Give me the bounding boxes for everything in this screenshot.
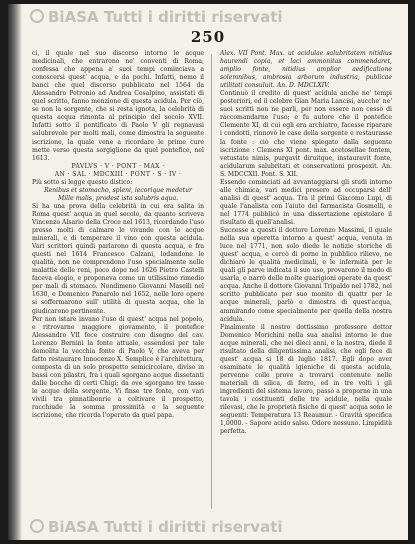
paragraph: Alex. VII Pont. Max. ut acidulae salubritatem nitidius haurendi copia, et laci ammonitas commendaret, amplio fonte, nitidius amplior aedificatione solemnibus, ambrosia arborum industria, publicae utilitati consuluit. An. D. MDCLXIV. bbox=[220, 50, 392, 90]
page-number: 250 bbox=[190, 28, 226, 46]
seal-icon bbox=[30, 9, 44, 23]
paragraph: Più sotto si legge questo distico: bbox=[32, 178, 133, 186]
seal-icon bbox=[30, 519, 44, 533]
inscription-line: AN · SAL · MDCXIII · PONT · S · IV · bbox=[54, 170, 182, 178]
paragraph: Per non istare invano l'uso di quest' acqua nel popolo, e ritrovarne maggiore giovamento, il pontefice Alessandro VII fece costruire con disegno del cav. Lorenzo Bernini la fonte attuale, essendosi per tale demolita la vecchia fonte di Paolo V, che aveva per fatto restaurare Innocenzo X. Semplice è l'architettura, composta di un solo prospetto semicircolare, diviso in bassi con pilastri, fra i quali sgorgano acque dissetanti dalle bocche di certi Chigi; da ove sgorgano tre tasse le acque della sorgente. Vi finse tre fonte, con vari vivili tra pinnatibonrie a coltivare il prospetto, racchiude la somma prossimità e la seguente iscrizione, che ricorda l'operato da quel papa. bbox=[32, 315, 204, 420]
watermark-top bbox=[8, 8, 408, 28]
distich-line: Renibus et stomacho, spleni, iecorique medetur bbox=[44, 186, 192, 194]
right-column bbox=[220, 50, 392, 436]
paragraph: Successe a questi il dottore Lorenzo Massimi, il quale nella sua operetta intorno a quest' acqua, venuta in luce nel 1771, non solo diede le notizie storiche di quest' acqua, e cercò di porne in pubblico rilievo, ne dichiarò le qualità medicinali, e le infermità per le quali gli parve indicata il suo uso, provarono il modo di usarla, e narrò delle molte guarigioni operate da quest' acqua. Anche il dottore Giovanni Tripaldo nel 1782, nel scritto pubblicato per suo monito di quattr per le acque minerali, parlò e dimostra di quest'acqua, ammirando come specialmente per quella della nostra acidula. bbox=[220, 227, 392, 323]
paragraph: Essendo cominciati ad avvantaggiarsi gli studi intorno alle chimica, vari medici presero ad occuparsi dell' analisi di quest' acqua. Tra il primi Giacomo Lupi, di quale l'analista con l'aiuto del farmacista Gosmelli, e nel 1774 pubblicò in una dissertazione epistolare il risultato di quell'analisi. bbox=[220, 178, 392, 226]
watermark-bottom bbox=[8, 518, 408, 538]
paragraph: ci, il quale nel suo discorso intorno le acque medicinali, che entrarono ne' conventi di Roma, confessa che appena a' suoi tempi cominciava a conoscersi quest' acqua, e da pochi. Infatti, nemo il banci che quel discorso pubblicato nel 1564 da Alessandro Petronio ad Andrea Cesalpino, assistati di quel scritto, fanno menzione di questa acidula. Per ciò, se non la sorgente, che si resta ignota, la celebrità di questa acqua rimonta al principio del secolo XVII. Infatti sotto il pontificato di Paolo V gli regnavasi salubrevole per molti mali, come dimostra la seguente iscrizione, la quale vene a ricordare le prime cure mette verso questa sorgiglione da quel pontefice, nel 1613. bbox=[32, 50, 204, 162]
book-spine-shadow bbox=[8, 4, 22, 540]
watermark-text: BiASA Tutti i diritti riservati bbox=[48, 518, 283, 536]
inscription-line: PAVLVS · V · PONT · MAX · bbox=[71, 162, 165, 170]
paragraph: Continuò il credito di quest' acidula anche ne' tempi posteriori, ed il celebre Gian Maria Lancisi, aucche' ne' suoi scritti non ne parli, per non essere non cessò di raccomandarne l'uso; e fu autore che il pontefice Clemente XI, di cui egli era archiatro, facesse riparare i condotti, rinnovò le case della sorgente e restaurasse la fonte : ciò che viene spiegato dalla seguente iscrizione : Clemens XI pont. max. acetosellae fontem, vetustate nimis, purgavit diruitque, instauravit fonte, acidularum salubritati et conservationi prospexit. An. S. MDCCXII. Pont. S. XII. bbox=[220, 90, 392, 178]
paragraph: Si ha una prova della celebrità in cui era salita in Roma quest' acqua in quel secolo, da quanto scriveva Vincenzo Alsario della Croce nel 1613, ricordando l'uso presso molti di calmare le vivande con le acque minerali, e di temperare il vino con questa acidula. Vari scrittori quindi parlarono di questa acqua, e fra questi nel 1614 Francesco Calzani, lodandone le qualità, non ne comprendono l'uso specialmente nelle malattie delle reni, poco dopo nel 1626 Pietro Castelli faceva elogio, e proponeva come un utilissimo rimedio per mali di stomaco. Nondimeno Giovanni Maselli nel 1630, e Domenico Panarolo nel 1652, nelle loro opere si soffermarono sull' utilità di questa acqua, che la giudicarono pertinente. bbox=[32, 202, 204, 315]
watermark-text: BiASA Tutti i diritti riservati bbox=[48, 8, 283, 26]
column-divider bbox=[211, 54, 212, 509]
paragraph: Finalmente il nostro dottissimo professore dottor Domenico Morichini nella sua analisi intorno le due acque minerali, che nei dieci anni, e la nostra, diede il risultato della diligentissima analisi, che egli fece di quest' acqua si 18 di luglio 1817. Egli dopo aver esaminate le qualità igieniche di questa acidula, pervenne colle prove a trovarvi contenute nelle materiali di silica, di ferro, ed in tre volti i gli ingredienti del sistema lavoro, passò a proporne in una tavola i costituenti delle tre acidule, nella quale rilevasi, che le proprietà fisiche di quest' acqua sono le seguenti: Temperatura 13 Reaumur. - Gravità specifica 1,0000. - Sapore acido salso. Odore nessuno. Limpidità perfetta. bbox=[220, 323, 392, 436]
distich-line: Mille malis, prodest ista salubris aqua. bbox=[57, 194, 179, 202]
left-column bbox=[32, 50, 204, 420]
document-page bbox=[8, 4, 408, 540]
